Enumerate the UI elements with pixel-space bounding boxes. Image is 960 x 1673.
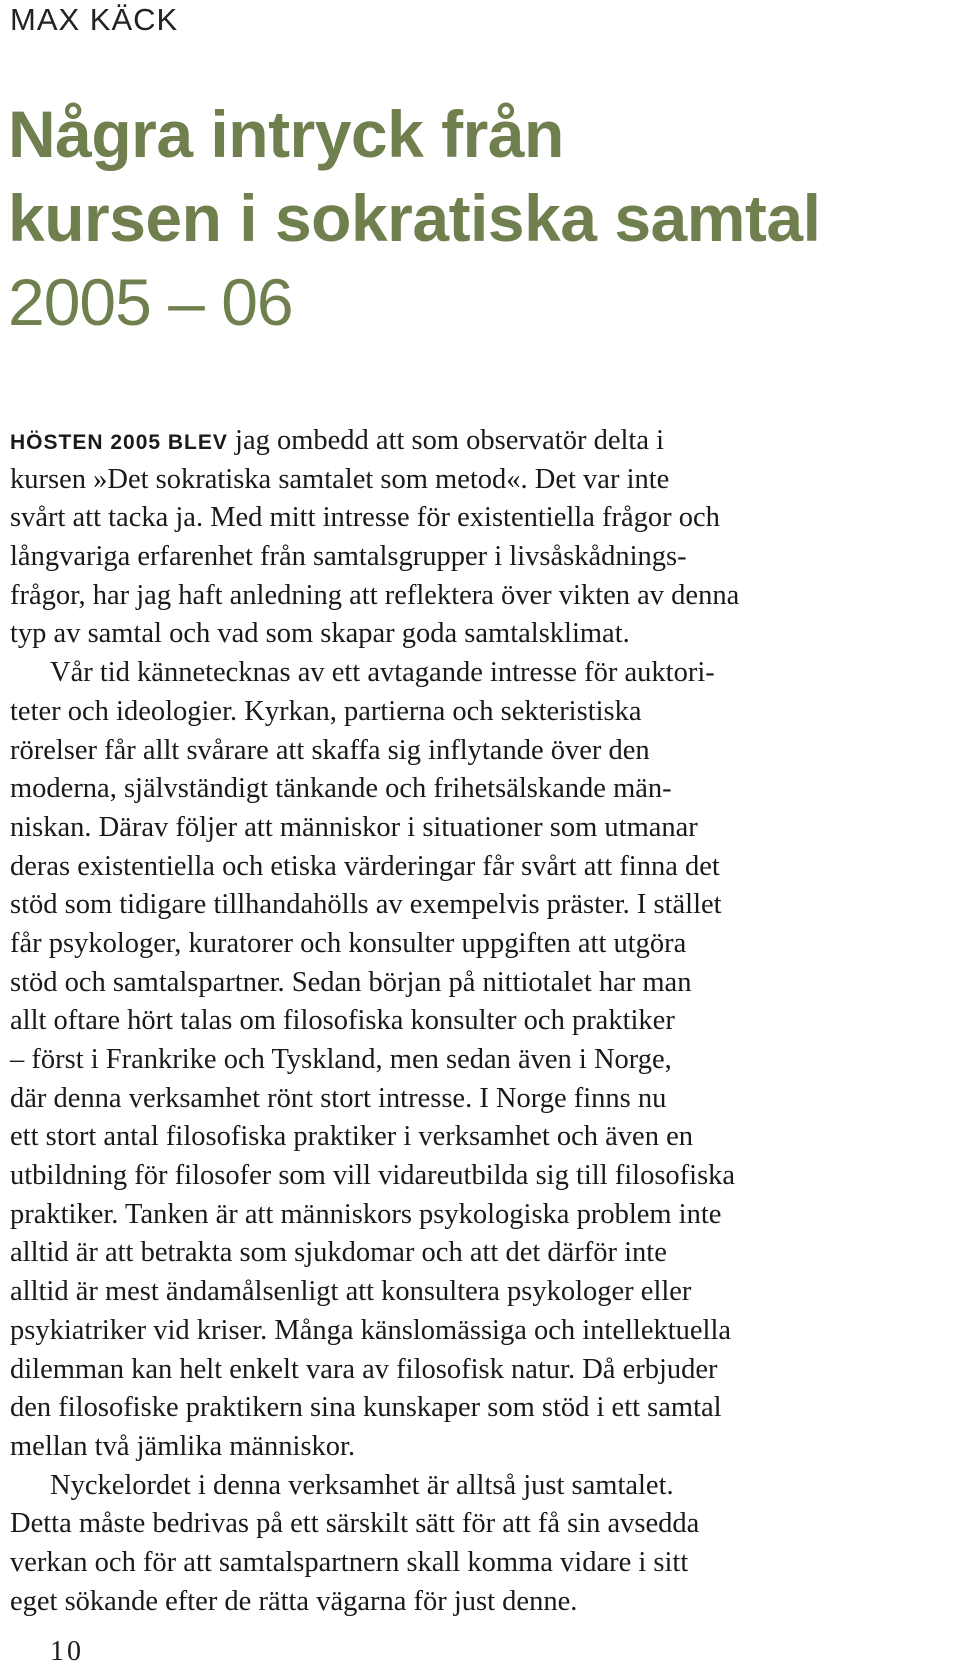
body-line: långvariga erfarenhet från samtalsgrupper i livsåskådnings- [10,541,687,573]
article-title [8,92,820,344]
body-line: – först i Frankrike och Tyskland, men sedan även i Norge, [10,1044,672,1075]
body-line: den filosofiske praktikern sina kunskaper som stöd i ett samtal [10,1392,722,1424]
body-line: svårt att tacka ja. Med mitt intresse för existentiella frågor och [10,502,720,534]
body-line: där denna verksamhet rönt stort intresse. I Norge finns nu [10,1082,667,1114]
body-line: eget sökande efter de rätta vägarna för just denne. [10,1585,578,1617]
body-line: ett stort antal filosofiska praktiker i verksamhet och även en [10,1121,693,1153]
body-line: moderna, självständigt tänkande och frihetsälskande män- [10,773,672,805]
body-line: utbildning för filosofer som vill vidareutbilda sig till filosofiska [10,1160,736,1192]
body-line: typ av samtal och vad som skapar goda samtalsklimat. [10,618,630,650]
body-line: allt oftare hört talas om filosofiska konsulter och praktiker [10,1005,675,1037]
page-number: 10 [50,1636,84,1667]
body-line: niskan. Därav följer att människor i situationer som utmanar [10,811,698,843]
lead-in: HÖSTEN 2005 BLEV [10,431,228,454]
body-line: psykiatriker vid kriser. Många känslomässiga och intellektuella [10,1314,732,1346]
body-line: teter och ideologier. Kyrkan, partierna och sekteristiska [10,695,642,727]
body-line: verkan och för att samtalspartnern skall komma vidare i sitt [10,1546,689,1578]
body-line: alltid är mest ändamålsenligt att konsultera psykologer eller [10,1276,692,1308]
body-line: stöd som tidigare tillhandahölls av exempelvis präster. I stället [10,889,722,921]
author-name: MAX KÄCK [10,2,179,37]
body-line: Nyckelordet i denna verksamhet är alltså just samtalet. [50,1469,674,1501]
body-line: mellan två jämlika människor. [10,1430,356,1462]
body-line: praktiker. Tanken är att människors psykologiska problem inte [10,1198,722,1230]
body-line: alltid är att betrakta som sjukdomar och att det därför inte [10,1237,667,1269]
body-line: HÖSTEN 2005 BLEV jag ombedd att som observatör delta i [10,425,665,456]
body-line: frågor, har jag haft anledning att reflektera över vikten av denna [10,579,740,611]
title-line-1: Några intryck från [8,97,564,171]
body-line: Detta måste bedrivas på ett särskilt sätt för att få sin avsedda [10,1508,700,1540]
body-line: deras existentiella och etiska värderingar får svårt att finna det [10,850,720,882]
body-line: kursen »Det sokratiska samtalet som metod«. Det var inte [10,463,670,495]
body-line: stöd och samtalspartner. Sedan början på nittiotalet har man [10,966,692,998]
body-line: Vår tid kännetecknas av ett avtagande intresse för auktori- [50,657,715,689]
body-line: dilemman kan helt enkelt vara av filosofisk natur. Då erbjuder [10,1353,718,1385]
body-line: rörelser får allt svårare att skaffa sig inflytande över den [10,734,650,766]
title-line-2: kursen i sokratiska samtal [8,181,821,255]
article-body [10,422,950,1621]
body-line: får psykologer, kuratorer och konsulter uppgiften att utgöra [10,927,687,959]
title-year: 2005 – 06 [8,265,293,339]
